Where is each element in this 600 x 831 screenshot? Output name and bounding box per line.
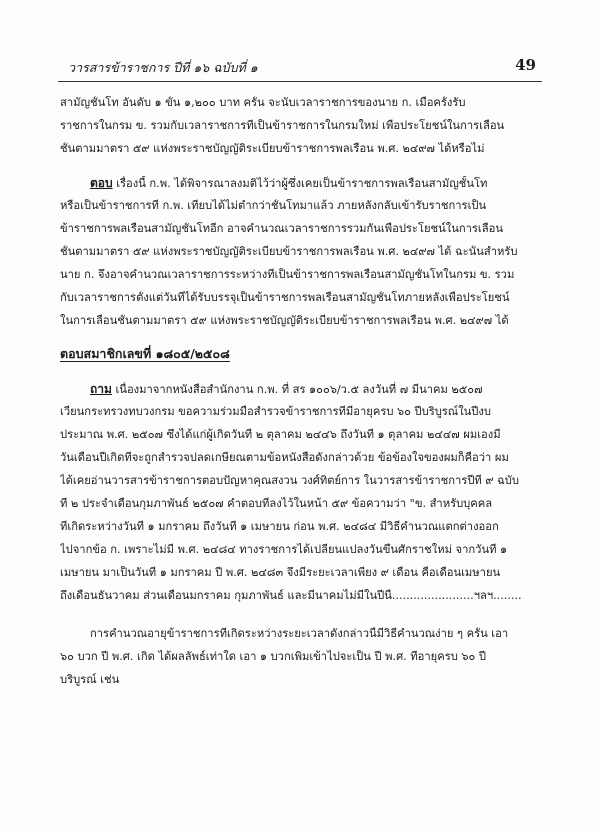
question-label: ถาม [90, 382, 112, 396]
text-line: ๖๐ บวก ปี พ.ศ. เกิด ได้ผลลัพธ์เท่าใด เอา ๑ บวกเพิ่มเข้าไปจะเป็น ปี พ.ศ. ที่อายุครบ ๖๐ ปี [60, 650, 486, 663]
question-text: เนื่องมาจากหนังสือสำนักงาน ก.พ. ที่ สร ๑๐๐๖/ว.๕ ลงวันที่ ๗ มีนาคม ๒๕๐๗ [115, 383, 483, 396]
section-heading [60, 344, 230, 364]
running-header [68, 56, 536, 76]
text-line: เวียนกระทรวงทบวงกรม ขอความร่วมมือสำรวจข้าราชการที่มีอายุครบ ๖๐ ปีบริบูรณ์ในปีงบ [60, 405, 491, 418]
text-line: ในการเลื่อนชั้นตามมาตรา ๕๙ แห่งพระราชบัญญัติระเบียบข้าราชการพลเรือน พ.ศ. ๒๔๙๗ ได้ [60, 314, 509, 327]
answer-text: เรื่องนี้ ก.พ. ได้พิจารณาลงมติไว้ว่าผู้ซึ่งเคยเป็นข้าราชการพลเรือนสามัญชั้นโท [116, 177, 488, 190]
text-line: บริบูรณ์ เช่น [60, 673, 120, 686]
text-line: หรือเป็นข้าราชการที่ ก.พ. เทียบได้ไม่ต่ำกว่าชั้นโทมาแล้ว ภายหลังกลับเข้ารับราชการเป็น [60, 199, 487, 212]
text-line: ได้เคยอ่านวารสารข้าราชการตอบปัญหาคุณสงวน วงศ์ทิตย์การ ในวารสารข้าราชการปีที่ ๙ ฉบับ [60, 474, 519, 487]
text-line: กับเวลาราชการตั้งแต่วันที่ได้รับบรรจุเป็นข้าราชการพลเรือนสามัญชั้นโทภายหลังเพื่อประโยชน์ [60, 291, 510, 304]
text-line: ประมาณ พ.ศ. ๒๕๐๗ ซึ่งได้แก่ผู้เกิดวันที่ ๒ ตุลาคม ๒๔๔๖ ถึงวันที่ ๑ ตุลาคม ๒๔๔๗ ผมเองมี [60, 428, 501, 441]
text-line: วันเดือนปีเกิดที่จะถูกสำรวจปลดเกษียณตามข้อหนังสือดังกล่าวด้วย ข้อข้องใจของผมก็คือว่า ผม [60, 451, 509, 464]
text-line: เมษายน มาเป็นวันที่ ๑ มกราคม ปี พ.ศ. ๒๔๘๓ จึงมีระยะเวลาเพียง ๙ เดือน คือเดือนเมษายน [60, 566, 501, 579]
question-first-line [60, 382, 540, 397]
text-line: ที่เกิดระหว่างวันที่ ๑ มกราคม ถึงวันที่ ๑ เมษายน ก่อน พ.ศ. ๒๔๘๔ มีวิธีคำนวณแตกต่างออก [60, 520, 499, 533]
text-line: ที่ ๒ ประจำเดือนกุมภาพันธ์ ๒๕๐๗ คำตอบที่ลงไว้ในหน้า ๕๙ ข้อความว่า "ข. สำหรับบุคคล [60, 497, 493, 510]
text-line: ถึงเดือนธันวาคม ส่วนเดือนมกราคม กุมภาพันธ์ และมีนาคมไม่มีในปีนี้.......................ฯลฯ........ [60, 589, 522, 602]
text-line: ชั้นตามมาตรา ๕๙ แห่งพระราชบัญญัติระเบียบข้าราชการพลเรือน พ.ศ. ๒๔๙๗ ได้ ฉะนั้นสำหรับ [60, 245, 518, 258]
text-line: ไปจากข้อ ก. เพราะไม่มี พ.ศ. ๒๔๘๔ ทางราชการได้เปลี่ยนแปลงวันขึ้นศักราชใหม่ จากวันที่ ๑ [60, 543, 508, 556]
answer-label: ตอบ [90, 176, 113, 190]
text-line: ราชการในกรม ข. รวมกับเวลาราชการที่เป็นข้าราชการในกรมใหม่ เพื่อประโยชน์ในการเลื่อน [60, 119, 505, 132]
section-heading-text: ตอบสมาชิกเลขที่ ๑๘๐๕/๒๕๐๘ [60, 346, 230, 361]
text-line: นาย ก. จึงอาจคำนวณเวลาราชการระหว่างที่เป็นข้าราชการพลเรือนสามัญชั้นโทในกรม ข. รวม [60, 268, 515, 281]
text-line: ชั้นตามมาตรา ๕๙ แห่งพระราชบัญญัติระเบียบข้าราชการพลเรือน พ.ศ. ๒๔๙๗ ได้หรือไม่ [60, 142, 485, 155]
text-line: สามัญชั้นโท อันดับ ๑ ขั้น ๑,๒๐๐ บาท ครั้น จะนับเวลาราชการของนาย ก. เมื่อครั้งรับ [60, 96, 466, 109]
answer-first-line [60, 176, 540, 191]
page-number: 49 [515, 56, 536, 74]
header-rule [58, 81, 542, 82]
journal-title: วารสารข้าราชการ ปีที่ ๑๖ ฉบับที่ ๑ [68, 60, 258, 75]
text-line: การคำนวณอายุข้าราชการที่เกิดระหว่างระยะเวลาดังกล่าวนี้มีวิธีคำนวณง่าย ๆ ครั้น เอา [90, 627, 509, 640]
text-line: ข้าราชการพลเรือนสามัญชั้นโทอีก อาจคำนวณเวลาราชการรวมกันเพื่อประโยชน์ในการเลื่อน [60, 222, 503, 235]
